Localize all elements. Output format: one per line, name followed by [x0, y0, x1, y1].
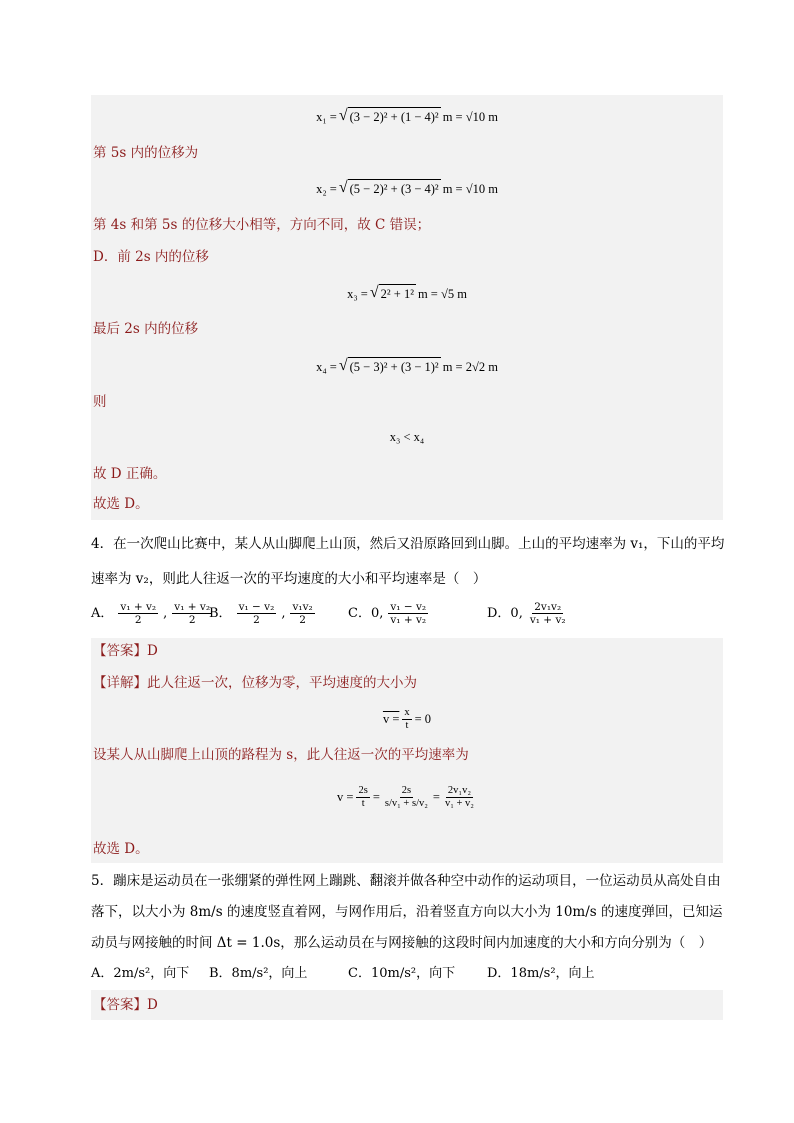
- q5-option-a: A．2m/s²，向下: [91, 966, 190, 981]
- equation-x2: x₂ = √ (5 − 2)² + (3 − 4)² m = √10 m: [316, 179, 498, 196]
- choose-d-q4: 故选 D。: [93, 841, 149, 857]
- q4-option-c: C．0, $\frac{\text{v₁ − v₂}}{\text{v₁ + v₂}}$: [348, 601, 427, 626]
- equation-avg-velocity: v = $\frac{x}{t}$ = 0: [382, 706, 432, 731]
- q4-detail: 【详解】此人往返一次，位移为零，平均速度的大小为: [93, 675, 417, 691]
- question-5-line-1: 5．蹦床是运动员在一张绷紧的弹性网上蹦跳、翻滚并做各种空中动作的运动项目，一位运动员从高处自由: [91, 873, 721, 889]
- equation-x3: x₃ = √ 2² + 1² m = √5 m: [347, 284, 467, 301]
- option-d-intro: D．前 2s 内的位移: [93, 249, 209, 265]
- q4-option-d: D．0, $\frac{\text{2v₁v₂}}{\text{v₁ + v₂}}$: [487, 601, 566, 626]
- solution-block-q5: [91, 990, 723, 1020]
- choose-d-q3: 故选 D。: [93, 496, 149, 512]
- q4-option-b: B． $\frac{\text{v₁ − v₂}}{2}$ , $\frac{\text{v₁v₂}}{2}$: [209, 601, 313, 626]
- question-4-line-2: 速率为 v₂，则此人往返一次的平均速度的大小和平均速率是（ ）: [91, 571, 487, 587]
- label-5s: 第 5s 内的位移为: [93, 145, 199, 161]
- q5-option-b: B．8m/s²，向上: [209, 966, 308, 981]
- q5-answer: 【答案】D: [93, 997, 158, 1013]
- equation-compare: x₃ < x₄: [389, 430, 425, 444]
- equation-x1: x₁ = √ (3 − 2)² + (1 − 4)² m = √10 m: [316, 107, 498, 124]
- question-5-line-3: 动员与网接触的时间 Δt = 1.0s，那么运动员在与网接触的这段时间内加速度的大小和方向分别为（ ）: [91, 935, 713, 951]
- q4-option-a: A． $\frac{\text{v₁ + v₂}}{2}$ , $\frac{\text{v₁ + v₂}}{2}$: [91, 601, 211, 626]
- then-label: 则: [93, 394, 107, 410]
- d-correct: 故 D 正确。: [93, 466, 167, 482]
- solution-block-q3: [91, 95, 723, 520]
- q5-option-d: D．18m/s²，向上: [487, 966, 595, 981]
- question-4-line-1: 4．在一次爬山比赛中，某人从山脚爬上山顶，然后又沿原路回到山脚。上山的平均速率为 v₁，下山的平均: [91, 536, 725, 552]
- q5-option-c: C．10m/s²，向下: [348, 966, 456, 981]
- solution-block-q4: [91, 638, 723, 863]
- q4-setup: 设某人从山脚爬上山顶的路程为 s，此人往返一次的平均速率为: [93, 747, 469, 763]
- question-5-line-2: 落下，以大小为 8m/s 的速度竖直着网，与网作用后，沿着竖直方向以大小为 10m/s 的速度弹回，已知运: [91, 904, 723, 920]
- label-last-2s: 最后 2s 内的位移: [93, 321, 199, 337]
- equation-x4: x₄ = √ (5 − 3)² + (3 − 1)² m = 2√2 m: [316, 357, 498, 374]
- compare-4s-5s: 第 4s 和第 5s 的位移大小相等，方向不同，故 C 错误；: [93, 217, 431, 233]
- q4-answer: 【答案】D: [93, 643, 158, 659]
- equation-avg-rate: v = $\frac{2s}{t}$ = $\frac{2s}{\text{s/v₁ + s/v₂}}$ = $\frac{\text{2v₁v₂}}{\text{v₁ + v₂}}$: [337, 784, 474, 809]
